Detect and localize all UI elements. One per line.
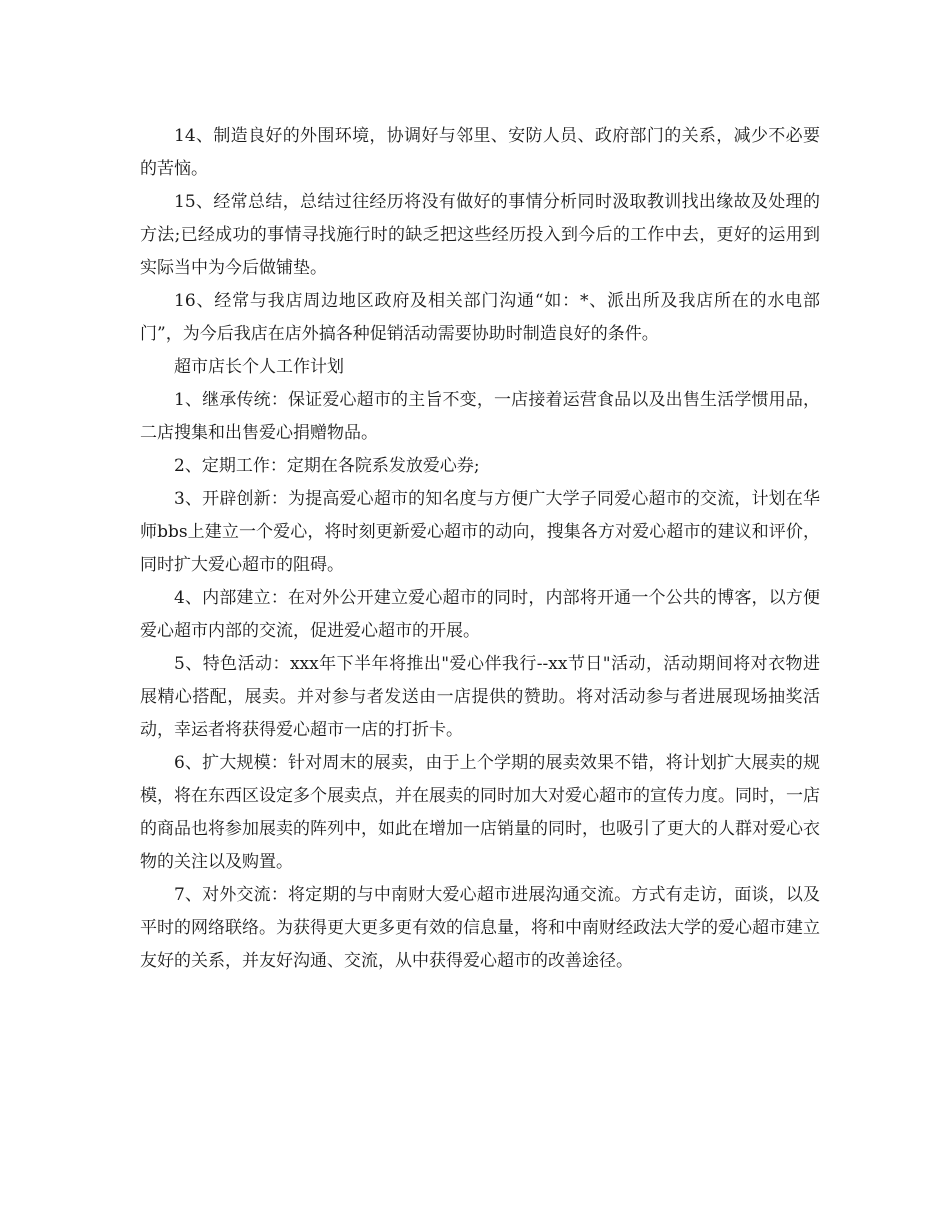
plan-item-1: 1、继承传统：保证爱心超市的主旨不变，一店接着运营食品以及出售生活学惯用品，二店搜集和出售爱心捐赠物品。 [140, 390, 820, 443]
document-page [140, 120, 820, 978]
plan-item-2: 2、定期工作：定期在各院系发放爱心券; [174, 456, 480, 476]
plan-item-5: 5、特色活动：xxx年下半年将推出"爱心伴我行--xx节日"活动，活动期间将对衣物进展精心搭配，展卖。并对参与者发送由一店提供的赞助。将对活动参与者进展现场抽奖活动，幸运者将获得爱心超市一店的打折卡。 [140, 654, 820, 740]
section-heading: 超市店长个人工作计划 [174, 357, 344, 377]
paragraph-item-15: 15、经常总结，总结过往经历将没有做好的事情分析同时汲取教训找出缘故及处理的方法;已经成功的事情寻找施行时的缺乏把这些经历投入到今后的工作中去，更好的运用到实际当中为今后做铺垫。 [140, 192, 820, 278]
plan-item-6: 6、扩大规模：针对周末的展卖，由于上个学期的展卖效果不错，将计划扩大展卖的规模，将在东西区设定多个展卖点，并在展卖的同时加大对爱心超市的宣传力度。同时，一店的商品也将参加展卖的阵列中，如此在增加一店销量的同时，也吸引了更大的人群对爱心衣物的关注以及购置。 [140, 753, 820, 872]
plan-item-7: 7、对外交流：将定期的与中南财大爱心超市进展沟通交流。方式有走访，面谈，以及平时的网络联络。为获得更大更多更有效的信息量，将和中南财经政法大学的爱心超市建立友好的关系，并友好沟通、交流，从中获得爱心超市的改善途径。 [140, 885, 820, 971]
paragraph-item-14: 14、制造良好的外围环境，协调好与邻里、安防人员、政府部门的关系，减少不必要的苦恼。 [140, 126, 820, 179]
plan-item-4: 4、内部建立：在对外公开建立爱心超市的同时，内部将开通一个公共的博客，以方便爱心超市内部的交流，促进爱心超市的开展。 [140, 588, 820, 641]
plan-item-3: 3、开辟创新：为提高爱心超市的知名度与方便广大学子同爱心超市的交流，计划在华师bbs上建立一个爱心，将时刻更新爱心超市的动向，搜集各方对爱心超市的建议和评价，同时扩大爱心超市的阻碍。 [140, 489, 820, 575]
paragraph-item-16: 16、经常与我店周边地区政府及相关部门沟通“如：*、派出所及我店所在的水电部门”，为今后我店在店外搞各种促销活动需要协助时制造良好的条件。 [140, 291, 820, 344]
